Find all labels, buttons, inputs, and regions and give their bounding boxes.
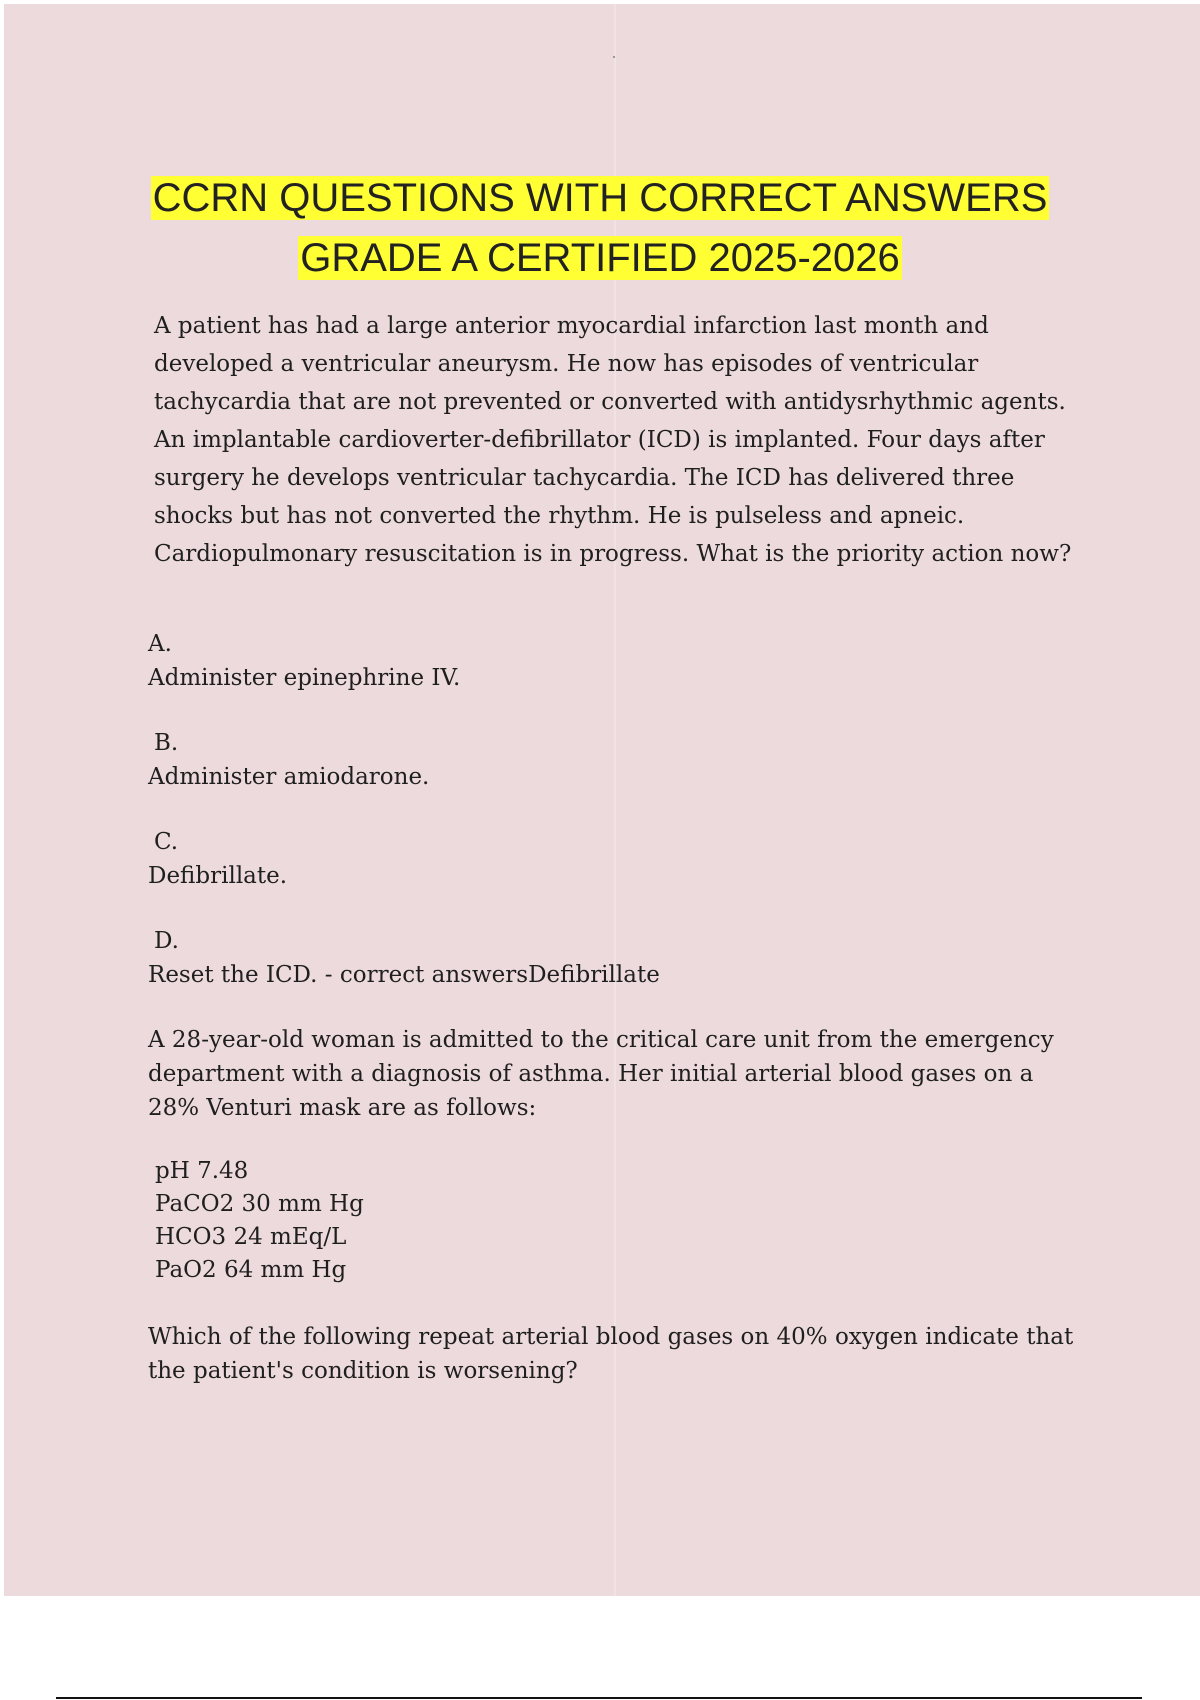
option-a xyxy=(148,627,460,695)
option-d xyxy=(148,924,660,992)
option-c-text: Defibrillate. xyxy=(148,863,288,889)
bottom-divider xyxy=(56,1697,1142,1699)
option-c-letter: C. xyxy=(154,829,179,855)
question-1-text: A patient has had a large anterior myocardial infarction last month and developed a ventricular aneurysm. He now has episodes of ventricular tachycardia that are not prevented or converted with antidysrhythmic agents. An implantable cardioverter-defibrillator (ICD) is implanted. Four days after surgery he develops ventricular tachycardia. The ICD has delivered three shocks but has not converted the rhythm. He is pulseless and apneic. Cardiopulmonary resuscitation is in progress. What is the priority action now? xyxy=(154,313,1072,567)
option-a-letter: A. xyxy=(148,631,172,657)
question-1-stem xyxy=(148,307,1088,573)
abg-pao2: PaO2 64 mm Hg xyxy=(155,1257,347,1283)
abg-values xyxy=(155,1155,364,1287)
question-2-followup: Which of the following repeat arterial blood gases on 40% oxygen indicate that the patient's condition is worsening? xyxy=(148,1324,1074,1384)
option-d-text: Reset the ICD. - correct answersDefibrillate xyxy=(148,962,660,988)
title-line-1: CCRN QUESTIONS WITH CORRECT ANSWERS xyxy=(152,176,1048,220)
abg-ph: pH 7.48 xyxy=(155,1158,249,1184)
option-b xyxy=(148,726,429,794)
abg-hco3: HCO3 24 mEq/L xyxy=(155,1224,347,1250)
document-title xyxy=(0,168,1200,288)
abg-paco2: PaCO2 30 mm Hg xyxy=(155,1191,364,1217)
scan-speck xyxy=(613,56,615,58)
option-b-letter: B. xyxy=(154,730,179,756)
title-line-2: GRADE A CERTIFIED 2025-2026 xyxy=(300,236,900,280)
option-d-letter: D. xyxy=(154,928,179,954)
option-a-text: Administer epinephrine IV. xyxy=(148,665,461,691)
option-c xyxy=(148,825,287,893)
question-2-stem: A 28-year-old woman is admitted to the critical care unit from the emergency department with a diagnosis of asthma. Her initial arterial blood gases on a 28% Venturi mask are as follows: xyxy=(148,1027,1054,1121)
option-b-text: Administer amiodarone. xyxy=(148,764,430,790)
